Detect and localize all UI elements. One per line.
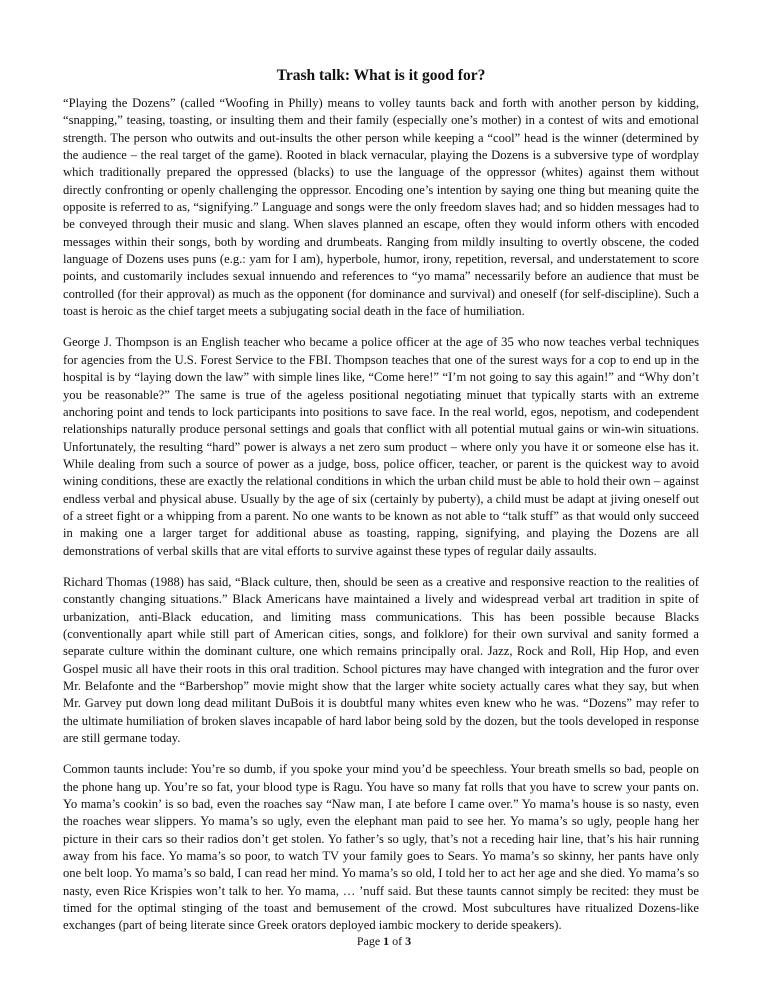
document-page [63, 66, 699, 935]
footer-page-word: Page [356, 934, 381, 948]
paragraph-george-thompson: George J. Thompson is an English teacher who became a police officer at the age of 35 who now teaches verbal techniques for agencies from the U.S. Forest Service to the FBI. Thompson teaches that one of the surest ways for a cop to end up in the hospital is by “laying down the law” with simple lines like, “Come here!” “I’m not going to say this again!” and “Why don’t you be reasonable?” The same is true of the ageless positional negotiating minuet that typically starts with an extreme anchoring point and tends to lock participants into positions to save face. In the real world, egos, nepotism, and codependent relationships naturally produce personal settings and goals that conflict with all potential mutual gains or win-win situations. Unfortunately, the resulting “hard” power is always a net zero sum product – where only you have it or someone else has it. While dealing from such a source of power as a judge, boss, police officer, teacher, or parent is the quickest way to avoid wining conditions, these are exactly the relational conditions in which the urban child must be able to hold their own – against endless verbal and physical abuse. Usually by the age of six (certainly by puberty), a child must be adapt at jiving oneself out of a street fight or a whipping from a parent. No one wants to be known as not able to “talk stuff” as that would only succeed in making one a larger target for additional abuse as toasting, rapping, signifying, and playing the Dozens are all demonstrations of verbal skills that are vital efforts to survive against these types of regular daily assaults. [63, 335, 699, 558]
paragraph-playing-the-dozens: “Playing the Dozens” (called “Woofing in Philly) means to volley taunts back and forth with another person by kidding, “snapping,” teasing, toasting, or insulting them and their family (especially one’s mother) in a contest of wits and emotional strength. The person who outwits and out-insults the other person while keeping a “cool” head is the winner (determined by the audience – the real target of the game). Rooted in black vernacular, playing the Dozens is a subversive type of wordplay which traditionally prepared the oppressed (blacks) to use the language of the oppressor (whites) against them without directly confronting or openly challenging the oppressor. Encoding one’s intention by saying one thing but meaning quite the opposite is referred to as, “signifying.” Language and songs were the only freedom slaves had; and so hidden messages had to be conveyed through their music and slang. When slaves planned an escape, often they would inform others with encoded messages within their songs, both by wording and drumbeats. Ranging from mildly insulting to overtly obscene, the coded language of Dozens uses puns (e.g.: yam for I am), hyperbole, humor, irony, repetition, reversal, and understatement to score points, and customarily includes sexual innuendo and references to “yo mama” necessarily before an audience that must be controlled (for their approval) as much as the opponent (for dominance and survival) and oneself (for self-discipline). Such a toast is heroic as the chief target meets a subjugating social death in the face of humiliation. [63, 96, 699, 319]
footer-total-pages: 3 [405, 934, 412, 948]
footer-of-word: of [392, 934, 403, 948]
paragraph-richard-thomas: Richard Thomas (1988) has said, “Black culture, then, should be seen as a creative and responsive reaction to the realities of constantly changing situations.” Black Americans have maintained a lively and widespread verbal art tradition in spite of urbanization, anti-Black education, and limiting mass communications. This has been possible because Blacks (conventionally apart while still part of American cities, songs, and folklore) for their own survival and sanity formed a separate culture within the dominant culture, one which remains principally oral. Jazz, Rock and Roll, Hip Hop, and even Gospel music all have their roots in this oral tradition. School pictures may have changed with integration and the furor over Mr. Belafonte and the “Barbershop” movie might show that the larger white society actually cares what they say, but when Mr. Garvey put down long dead militant DuBois it is doubtful many whites even knew who he was. “Dozens” may refer to the ultimate humiliation of broken slaves incapable of hard labor being sold by the dozen, but the tools developed in response are still germane today. [63, 574, 699, 746]
paragraph-common-taunts: Common taunts include: You’re so dumb, if you spoke your mind you’d be speechless. Your breath smells so bad, people on the phone hang up. You’re so fat, your blood type is Ragu. You have so many fat rolls that you have to screw your pants on. Yo mama’s cookin’ is so bad, even the roaches say “Naw man, I ate before I came over.” Yo mama’s house is so nasty, even the roaches wear slippers. Yo mama’s so ugly, even the elephant man paid to see her. Yo mama’s so ugly, people hang her picture in their cars so their radios don’t get stolen. Yo father’s so ugly, that’s not a receding hair line, that’s his hair running away from his face. Yo mama’s so poor, to watch TV your family goes to Sears. Yo mama’s so skinny, her pants have only one belt loop. Yo mama’s so bald, I can read her mind. Yo mama’s so old, I told her to act her age and she died. Yo mama’s so nasty, even Rice Krispies won’t talk to her. Yo mama, … ’nuff said. But these taunts cannot simply be recited: they must be timed for the optimal stinging of the toast and bemusement of the crowd. Most subcultures have ritualized Dozens-like exchanges (part of being literate since Greek orators deployed iambic mockery to deride speakers). [63, 762, 699, 933]
page-footer [0, 934, 768, 948]
footer-current-page: 1 [383, 934, 390, 948]
document-title: Trash talk: What is it good for? [276, 67, 486, 84]
